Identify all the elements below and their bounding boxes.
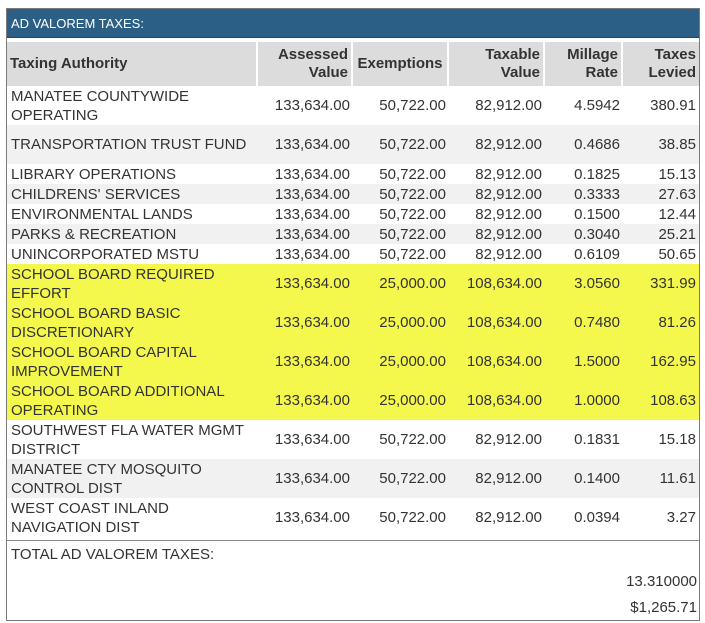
- cell-authority: CHILDRENS' SERVICES: [7, 184, 258, 204]
- total-divider: [7, 540, 699, 541]
- cell-taxable: 108,634.00: [449, 342, 545, 381]
- cell-authority: MANATEE COUNTYWIDE OPERATING: [11, 87, 190, 124]
- cell-assessed: 133,634.00: [258, 184, 353, 204]
- cell-authority: MANATEE CTY MOSQUITO CONTROL DIST: [7, 459, 258, 498]
- cell-taxes: 81.26: [623, 303, 699, 342]
- cell-millage: 1.5000: [545, 342, 623, 381]
- cell-taxable: 108,634.00: [449, 264, 545, 303]
- cell-millage: 3.0560: [545, 264, 623, 303]
- cell-authority: SCHOOL BOARD REQUIRED EFFORT: [7, 264, 258, 303]
- cell-millage: 0.3333: [545, 184, 623, 204]
- cell-exemptions: 50,722.00: [379, 245, 446, 263]
- cell-exemptions: 50,722.00: [379, 431, 446, 448]
- cell-taxable: 108,634.00: [449, 381, 545, 420]
- cell-millage: 0.3040: [545, 224, 623, 244]
- cell-taxable: 82,912.00: [475, 245, 542, 263]
- cell-exemptions: 25,000.00: [353, 303, 449, 342]
- cell-taxes: 162.95: [623, 342, 699, 381]
- cell-authority: SOUTHWEST FLA WATER MGMT DISTRICT: [11, 421, 244, 458]
- cell-authority: PARKS & RECREATION: [7, 224, 258, 244]
- cell-taxes: 15.18: [658, 431, 696, 448]
- cell-taxes: 11.61: [623, 459, 699, 498]
- cell-taxes: 3.27: [666, 509, 696, 526]
- col-header-taxes: Taxes Levied: [623, 42, 699, 86]
- cell-exemptions: 50,722.00: [353, 125, 449, 164]
- table-row: [7, 244, 699, 264]
- cell-authority: UNINCORPORATED MSTU: [11, 245, 200, 263]
- total-label: TOTAL AD VALOREM TAXES:: [11, 546, 215, 563]
- cell-authority: SCHOOL BOARD CAPITAL IMPROVEMENT: [7, 342, 258, 381]
- table-row: [7, 204, 699, 224]
- col-header-taxable: Taxable Value: [449, 42, 545, 86]
- cell-assessed: 133,634.00: [274, 205, 350, 223]
- section-title: AD VALOREM TAXES:: [7, 9, 699, 38]
- cell-taxable: 82,912.00: [449, 459, 545, 498]
- cell-taxes: 38.85: [623, 125, 699, 164]
- cell-millage: 1.0000: [545, 381, 623, 420]
- cell-millage: 0.1500: [574, 205, 620, 223]
- cell-millage: 0.0394: [574, 509, 620, 526]
- cell-assessed: 133,634.00: [258, 303, 353, 342]
- cell-millage: 0.1825: [574, 165, 620, 183]
- cell-assessed: 133,634.00: [274, 509, 350, 526]
- cell-authority: SCHOOL BOARD ADDITIONAL OPERATING: [7, 381, 258, 420]
- table-row: [7, 420, 699, 459]
- cell-assessed: 133,634.00: [274, 97, 350, 114]
- cell-exemptions: 50,722.00: [379, 97, 446, 114]
- cell-taxes: 25.21: [623, 224, 699, 244]
- cell-authority: ENVIRONMENTAL LANDS: [11, 205, 193, 223]
- table-row: [7, 459, 699, 498]
- cell-exemptions: 50,722.00: [353, 224, 449, 244]
- cell-authority: WEST COAST INLAND NAVIGATION DIST: [11, 499, 169, 536]
- col-header-authority: Taxing Authority: [7, 42, 258, 86]
- table-row: [7, 184, 699, 204]
- cell-taxable: 82,912.00: [475, 205, 542, 223]
- col-header-assessed: Assessed Value: [258, 42, 353, 86]
- total-millage: 13.310000: [626, 573, 697, 590]
- total-amount: $1,265.71: [630, 599, 697, 616]
- cell-millage: 0.6109: [574, 245, 620, 263]
- cell-taxes: 15.13: [658, 165, 696, 183]
- cell-exemptions: 50,722.00: [379, 509, 446, 526]
- cell-taxes: 108.63: [623, 381, 699, 420]
- cell-millage: 0.1400: [545, 459, 623, 498]
- col-header-millage: Millage Rate: [545, 42, 623, 86]
- cell-taxable: 82,912.00: [475, 431, 542, 448]
- col-header-exemptions: Exemptions: [353, 42, 449, 86]
- cell-exemptions: 50,722.00: [353, 459, 449, 498]
- cell-taxes: 331.99: [623, 264, 699, 303]
- cell-authority: SCHOOL BOARD BASIC DISCRETIONARY: [7, 303, 258, 342]
- cell-millage: 0.4686: [545, 125, 623, 164]
- cell-taxable: 82,912.00: [475, 165, 542, 183]
- cell-millage: 0.7480: [545, 303, 623, 342]
- cell-exemptions: 25,000.00: [353, 264, 449, 303]
- cell-assessed: 133,634.00: [258, 459, 353, 498]
- cell-exemptions: 25,000.00: [353, 342, 449, 381]
- cell-exemptions: 25,000.00: [353, 381, 449, 420]
- table-row-highlighted: [7, 264, 699, 303]
- cell-taxable: 82,912.00: [449, 184, 545, 204]
- table-row-highlighted: [7, 381, 699, 420]
- cell-taxes: 27.63: [623, 184, 699, 204]
- cell-taxable: 82,912.00: [475, 509, 542, 526]
- cell-millage: 4.5942: [574, 97, 620, 114]
- cell-assessed: 133,634.00: [258, 342, 353, 381]
- cell-millage: 0.1831: [574, 431, 620, 448]
- table-row: [7, 125, 699, 164]
- cell-taxes: 50.65: [658, 245, 696, 263]
- cell-authority: LIBRARY OPERATIONS: [11, 165, 177, 183]
- cell-taxable: 82,912.00: [475, 97, 542, 114]
- tax-table: [7, 42, 699, 537]
- table-row-highlighted: [7, 342, 699, 381]
- cell-assessed: 133,634.00: [274, 431, 350, 448]
- cell-assessed: 133,634.00: [274, 165, 350, 183]
- cell-assessed: 133,634.00: [258, 224, 353, 244]
- cell-taxes: 380.91: [650, 97, 696, 114]
- cell-assessed: 133,634.00: [274, 245, 350, 263]
- table-row: [7, 224, 699, 244]
- cell-assessed: 133,634.00: [258, 125, 353, 164]
- cell-taxes: 12.44: [658, 205, 696, 223]
- table-row: [7, 86, 699, 125]
- cell-assessed: 133,634.00: [258, 264, 353, 303]
- cell-exemptions: 50,722.00: [379, 205, 446, 223]
- cell-exemptions: 50,722.00: [379, 165, 446, 183]
- cell-taxable: 82,912.00: [449, 224, 545, 244]
- cell-assessed: 133,634.00: [258, 381, 353, 420]
- table-row: [7, 164, 699, 184]
- table-row: [7, 498, 699, 537]
- cell-exemptions: 50,722.00: [353, 184, 449, 204]
- table-row-highlighted: [7, 303, 699, 342]
- cell-taxable: 108,634.00: [449, 303, 545, 342]
- cell-authority: TRANSPORTATION TRUST FUND: [7, 125, 258, 164]
- cell-taxable: 82,912.00: [449, 125, 545, 164]
- table-header-row: [7, 42, 699, 86]
- ad-valorem-taxes-panel: [6, 8, 700, 621]
